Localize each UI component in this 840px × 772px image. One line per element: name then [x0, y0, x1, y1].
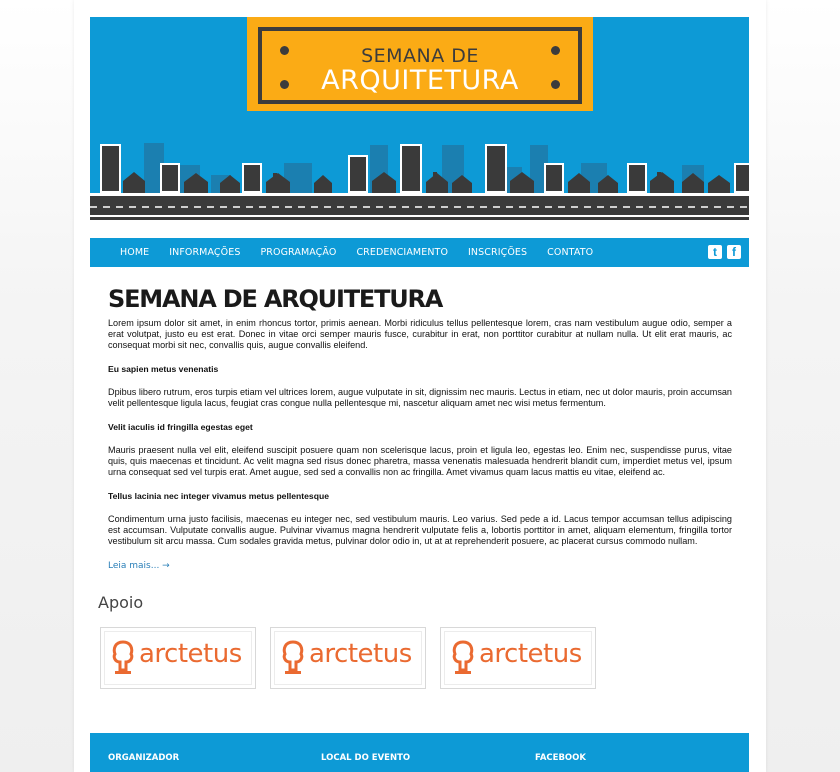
nav-item-home[interactable]: HOME	[120, 247, 150, 258]
main-nav	[90, 238, 749, 267]
header-banner	[90, 17, 749, 220]
paragraph: Dpibus libero rutrum, eros turpis etiam vel ultrices lorem, augue vulputate in sit, dignissim nec mauris. Lectus in etiam, nec ut dolor mauris, proin accumsan velit pellentesque ligula lacus, feugiat cras congue nulla pellentesque mi, nascetur aliquam amet nec wisi metus fermentum.	[108, 387, 732, 408]
page-title: SEMANA DE ARQUITETURA	[108, 285, 443, 313]
footer-heading-facebook: FACEBOOK	[535, 753, 586, 763]
paragraph: Lorem ipsum dolor sit amet, in enim rhoncus tortor, primis aenean. Morbi ridiculus tellus pellentesque lorem, cras nam vestibulum augue odio, semper a erat volutpat, justo eu est erat. Donec in vitae orci semper mauris fusce, curabitur in erat, non porttitor curabitur at nullam nulla. Ut elit erat mauris, ac consequat morbi sit nec, convallis quis, augue convallis eleifend.	[108, 318, 732, 350]
paragraph: Mauris praesent nulla vel elit, eleifend suscipit posuere quam non scelerisque lacus, proin et ligula leo, egestas leo. Enim nec, suspendisse purus, vitae quis, quis maecenas et tincidunt. Ac velit magna sed risus donec pharetra, massa venenatis malesuada hendrerit blandit cum, imperdiet metus vel, ipsum urna consequat sed vel turpis erat. Amet augue, sed sed a convallis non ac fringilla. Amet vivamus quam lacus mattis eu vitae, eleifend ac.	[108, 445, 732, 477]
paragraph: Condimentum urna justo facilisis, maecenas eu integer nec, sed vestibulum mauris. Leo varius. Sed pede a id. Lacus tempor accumsan tellus adipiscing est accumsan. Vulputate convallis augue. Pulvinar vivamus magna hendrerit vulputate felis a, lobortis porttitor in amet, aliquam elementum, fringilla tortor vestibulum sit arcu massa. Cum sodales gravida metus, pulvinar dolor odio in, ut at at reprehenderit posuere, ac placerat cursus commodo nullam.	[108, 514, 732, 546]
sign-title-line1: SEMANA DE	[361, 45, 479, 67]
nav-item-credenciamento[interactable]: CREDENCIAMENTO	[356, 247, 449, 258]
tree-icon	[280, 640, 306, 676]
footer-heading-organizador: ORGANIZADOR	[108, 753, 180, 763]
sponsors-heading: Apoio	[98, 593, 144, 612]
sign-title-line2: ARQUITETURA	[321, 65, 519, 96]
sponsor-logo[interactable]	[270, 627, 426, 689]
nav-item-programacao[interactable]: PROGRAMAÇÃO	[260, 247, 337, 258]
sponsor-logo[interactable]	[440, 627, 596, 689]
sign-frame	[258, 27, 582, 104]
sponsor-name: arctetus	[309, 639, 412, 669]
subheading: Eu sapien metus venenatis	[108, 364, 219, 374]
tree-icon	[450, 640, 476, 676]
sponsor-logo[interactable]	[100, 627, 256, 689]
page-container	[74, 0, 766, 772]
subheading: Tellus lacinia nec integer vivamus metus pellentesque	[108, 491, 329, 501]
nav-item-contato[interactable]: CONTATO	[547, 247, 594, 258]
nav-item-informacoes[interactable]: INFORMAÇÕES	[169, 247, 241, 258]
subheading: Velit iaculis id fringilla egestas eget	[108, 422, 253, 432]
read-more-link[interactable]: Leia mais... →	[108, 561, 170, 571]
footer	[90, 733, 749, 772]
main-content	[108, 285, 732, 573]
twitter-icon[interactable]: t	[708, 245, 722, 259]
event-title-sign	[247, 17, 593, 111]
sponsor-name: arctetus	[479, 639, 582, 669]
tree-icon	[110, 640, 136, 676]
facebook-icon[interactable]: f	[727, 245, 741, 259]
nav-item-inscricoes[interactable]: INSCRIÇÕES	[468, 247, 528, 258]
sponsor-name: arctetus	[139, 639, 242, 669]
footer-heading-local: LOCAL DO EVENTO	[321, 753, 411, 763]
